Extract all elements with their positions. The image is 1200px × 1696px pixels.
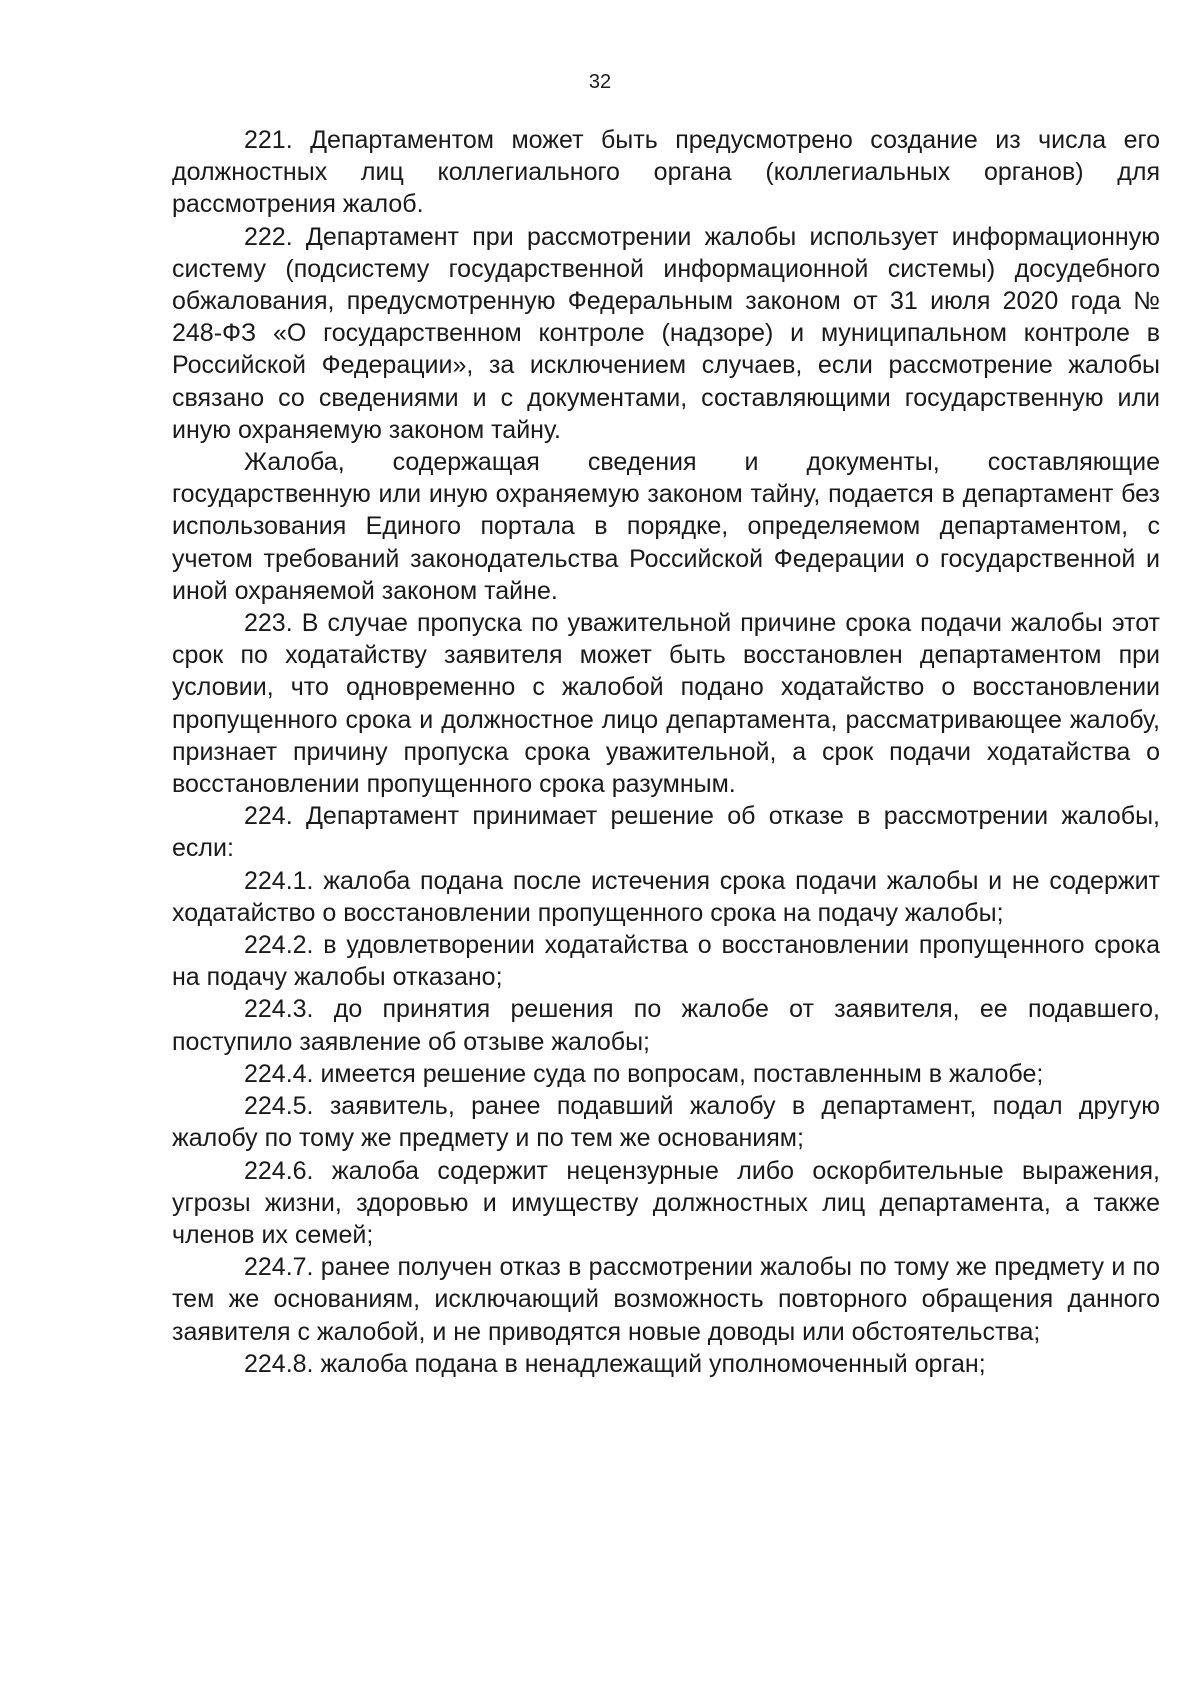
paragraph-224-7: 224.7. ранее получен отказ в рассмотрении жалобы по тому же предмету и по тем же основаниям, исключающий возможность повторного обращения данного заявителя с жалобой, и не приводятся новые доводы или обстоятельства; (172, 1253, 1160, 1346)
page-number: 32 (588, 71, 612, 93)
paragraph-222: 222. Департамент при рассмотрении жалобы использует информационную систему (подсистему государственной информационной системы) досудебного обжалования, предусмотренную Федеральным законом от 31 июля 2020 года № 248-ФЗ «О государственном контроле (надзоре) и муниципальном контроле в Российской Федерации», за исключением случаев, если рассмотрение жалобы связано со сведениями и с документами, составляющими государственную или иную охраняемую законом тайну. (172, 222, 1160, 444)
paragraph-224-1: 224.1. жалоба подана после истечения срока подачи жалобы и не содержит ходатайство о восстановлении пропущенного срока на подачу жалобы; (172, 866, 1160, 927)
paragraph-224-6: 224.6. жалоба содержит нецензурные либо оскорбительные выражения, угрозы жизни, здоровью и имуществу должностных лиц департамента, а также членов их семей; (172, 1156, 1160, 1249)
paragraph-224-3: 224.3. до принятия решения по жалобе от заявителя, ее подавшего, поступило заявление об отзыве жалобы; (172, 995, 1160, 1056)
paragraph-223: 223. В случае пропуска по уважительной причине срока подачи жалобы этот срок по ходатайству заявителя может быть восстановлен департаментом при условии, что одновременно с жалобой подано ходатайство о восстановлении пропущенного срока и должностное лицо департамента, рассматривающее жалобу, признает причину пропуска срока уважительной, а срок подачи ходатайства о восстановлении пропущенного срока разумным. (172, 609, 1160, 799)
paragraph-224-8: 224.8. жалоба подана в ненадлежащий уполномоченный орган; (244, 1349, 986, 1378)
paragraph-224-5: 224.5. заявитель, ранее подавший жалобу в департамент, подал другую жалобу по тому же предмету и по тем же основаниям; (172, 1092, 1160, 1153)
paragraph-224-4: 224.4. имеется решение суда по вопросам, поставленным в жалобе; (244, 1059, 1044, 1088)
paragraph-222-secret-complaint: Жалоба, содержащая сведения и документы, составляющие государственную или иную охраняемую законом тайну, подается в департамент без использования Единого портала в порядке, определяемом департаментом, с учетом требований законодательства Российской Федерации о государственной и иной охраняемой законом тайне. (172, 448, 1160, 605)
paragraph-224-2: 224.2. в удовлетворении ходатайства о восстановлении пропущенного срока на подачу жалобы отказано; (172, 931, 1160, 992)
document-body (172, 124, 1160, 1380)
paragraph-224: 224. Департамент принимает решение об отказе в рассмотрении жалобы, если: (172, 802, 1160, 863)
paragraph-221: 221. Департаментом может быть предусмотрено создание из числа его должностных лиц коллегиального органа (коллегиальных органов) для рассмотрения жалоб. (172, 126, 1160, 219)
